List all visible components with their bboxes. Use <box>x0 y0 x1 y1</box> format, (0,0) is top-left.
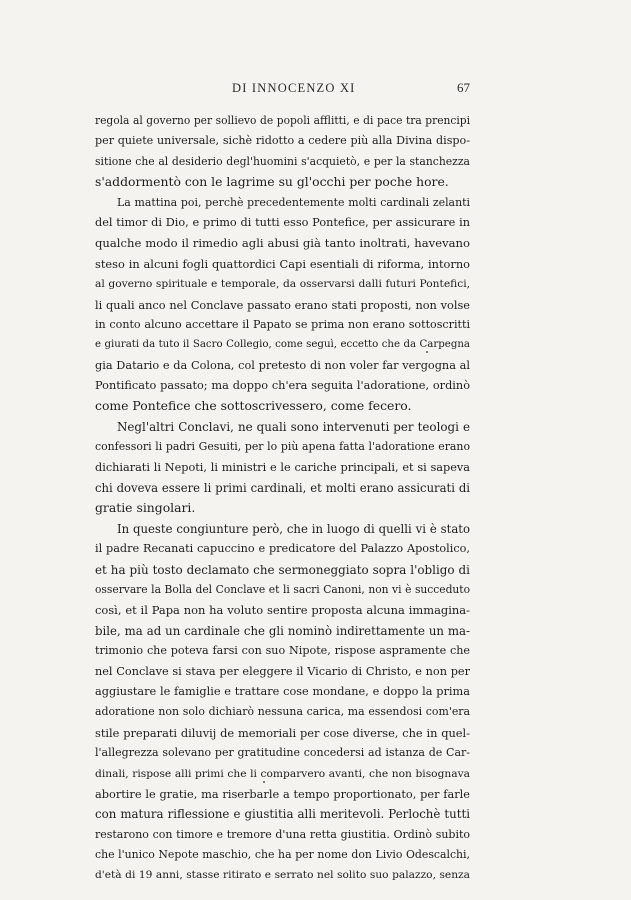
text-line: et ha più tosto declamato che sermoneggiato sopra l'obligo di <box>95 562 470 577</box>
running-title: DI INNOCENZO XI <box>232 81 356 95</box>
text-line: per quiete universale, sichè ridotto a cedere più alla Divina dispo- <box>95 134 470 148</box>
text-line: restarono con timore e tremore d'una retta giustitia. Ordinò subito <box>95 827 470 841</box>
print-speck <box>263 781 265 783</box>
body-text <box>95 111 470 886</box>
text-line: del timor di Dio, e primo di tutti esso Pontefice, per assicurare in <box>95 215 470 229</box>
text-line: steso in alcuni fogli quattordici Capi esentiali di riforma, intorno <box>95 256 470 271</box>
text-line: gratie singolari. <box>95 500 196 516</box>
text-line: il padre Recanati capuccino e predicatore del Palazzo Apostolico, <box>95 542 470 556</box>
text-line: con matura riflessione e giustitia alli meritevoli. Perlochè tutti <box>95 807 470 822</box>
text-line: li quali anco nel Conclave passato erano stati proposti, non volse <box>95 297 470 312</box>
text-line: La mattina poi, perchè precedentemente molti cardinali zelanti <box>117 195 470 209</box>
text-line: chi doveva essere li primi cardinali, et molti erano assicurati di <box>95 481 470 496</box>
text-line: Pontificato passato; ma doppo ch'era seguita l'adoratione, ordinò <box>95 379 470 393</box>
text-line: nel Conclave si stava per eleggere il Vicario di Christo, e non per <box>95 664 470 678</box>
text-line: trimonio che poteva farsi con suo Nipote, rispose aspramente che <box>95 644 470 658</box>
text-line: bile, ma ad un cardinale che gli nominò indirettamente un ma- <box>95 623 470 638</box>
text-line: abortire le gratie, ma riserbarle a tempo proportionato, per farle <box>95 786 470 801</box>
paragraph <box>95 111 470 193</box>
text-line: s'addormentò con le lagrime su gl'occhi per poche hore. <box>95 174 449 190</box>
text-line: in conto alcuno accettare il Papato se prima non erano sottoscritti <box>95 317 470 331</box>
text-line: così, et il Papa non ha voluto sentire proposta alcuna immagina- <box>95 603 470 618</box>
text-line: dichiarati li Nepoti, li ministri e le cariche principali, et si sapeva <box>95 460 470 474</box>
text-line: stile preparati diluvij de memoriali per cose diverse, che in quel- <box>95 725 470 740</box>
text-line: come Pontefice che sottoscrivessero, come fecero. <box>95 398 412 414</box>
paragraph <box>95 193 470 417</box>
text-line: dinali, rispose alli primi che li comparvero avanti, che non bisognava <box>95 766 470 780</box>
text-line: che l'unico Nepote maschio, che ha per nome don Livio Odescalchi, <box>95 848 470 862</box>
print-speck <box>426 351 428 353</box>
text-line: qualche modo il rimedio agli abusi già tanto inoltrati, havevano <box>95 236 470 251</box>
text-line: d'età di 19 anni, stasse ritirato e serrato nel solito suo palazzo, senza <box>95 868 470 882</box>
text-line: sitione che al desiderio degl'huomini s'acquietò, e per la stanchezza <box>95 154 470 168</box>
text-line: osservare la Bolla del Conclave et li sacri Canoni, non vi è succeduto <box>95 582 470 596</box>
text-line: e giurati da tuto il Sacro Collegio, come seguì, eccetto che da Carpegna <box>95 339 470 351</box>
text-line: regola al governo per sollievo de popoli afflitti, e di pace tra prencipi <box>95 114 470 127</box>
text-line: l'allegrezza solevano per gratitudine concedersi ad istanza de Car- <box>95 746 470 760</box>
text-line: al governo spirituale e temporale, da osservarsi dalli futuri Pontefici, <box>95 277 470 291</box>
paragraph <box>95 417 470 519</box>
text-line: confessori li padri Gesuiti, per lo più apena fatta l'adoratione erano <box>95 440 470 454</box>
text-line: gia Datario e da Colona, col pretesto di non voler far vergogna al <box>95 358 470 372</box>
text-line: Negl'altri Conclavi, ne quali sono intervenuti per teologi e <box>117 419 470 434</box>
paragraph <box>95 519 470 886</box>
text-line: In queste congiunture però, che in luogo di quelli vi è stato <box>117 521 470 536</box>
page-number: 67 <box>457 80 470 95</box>
text-line: aggiustare le famiglie e trattare cose mondane, e doppo la prima <box>95 684 470 698</box>
text-line: adoratione non solo dichiarò nessuna carica, ma essendosi com'era <box>95 705 470 719</box>
